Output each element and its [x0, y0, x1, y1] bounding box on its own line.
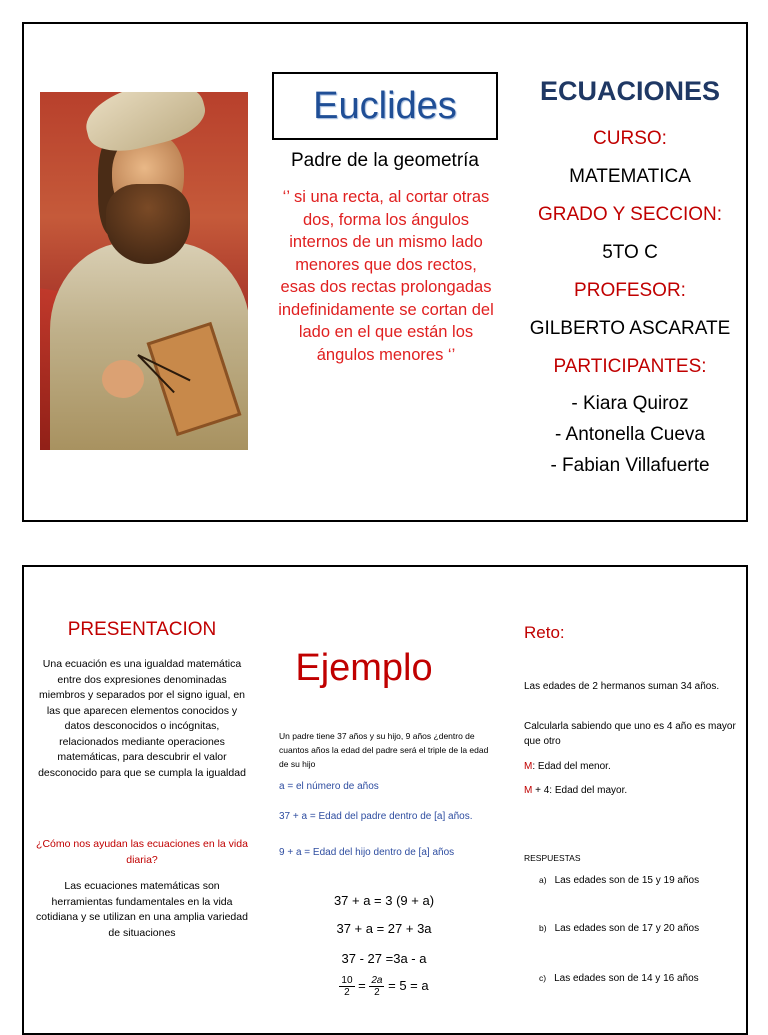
participant-item: - Fabian Villafuerte [550, 455, 710, 476]
fraction-2-denominator: 2 [374, 987, 380, 998]
reto-var-menor [524, 759, 739, 774]
answer-option-label: a) [539, 875, 547, 885]
fraction-2-numerator: 2a [371, 975, 383, 986]
answer-option-text: Las edades son de 17 y 20 años [554, 923, 700, 934]
cover-title: ECUACIONES [539, 76, 721, 106]
content-panel [22, 565, 748, 1035]
curso-value: MATEMATICA [569, 166, 691, 187]
fraction-2 [369, 975, 384, 998]
answer-option-text: Las edades son de 15 y 19 años [554, 875, 700, 886]
euclides-quote: ‘’ si una recta, al cortar otras dos, forma los ángulos internos de un mismo lado menores que dos rectos, esas dos rectas prolongadas indefinidamente se cortan del lado en el que están los ángulos menores ‘’ [278, 188, 494, 364]
ejemplo-problem: Un padre tiene 37 años y su hijo, 9 años ¿dentro de cuantos años la edad del padre será el triple de la edad de su hijo [279, 731, 489, 769]
answer-option [539, 875, 699, 886]
curso-label: CURSO: [593, 128, 667, 149]
var-m-1: M [524, 761, 533, 772]
answer-option-label: b) [539, 923, 547, 933]
presentacion-title: PRESENTACION [67, 619, 217, 640]
fraction-1 [339, 975, 354, 998]
cover-info [520, 72, 740, 481]
participant-item: - Antonella Cueva [555, 424, 705, 445]
grado-value: 5TO C [602, 242, 658, 263]
answer-option-text: Las edades son de 14 y 16 años [554, 973, 699, 984]
profesor-value: GILBERTO ASCARATE [529, 318, 731, 339]
participant-item: - Kiara Quiroz [571, 393, 689, 414]
ejemplo-line-3: 9 + a = Edad del hijo dentro de [a] años [279, 847, 455, 858]
ejemplo-line-1: a = el número de años [279, 781, 379, 792]
cover-panel [22, 22, 748, 522]
var-m-2-desc: + 4: Edad del mayor. [532, 785, 628, 796]
participantes-label: PARTICIPANTES: [553, 356, 707, 377]
euclid-portrait-image [40, 92, 248, 450]
equation-1: 37 + a = 3 (9 + a) [333, 893, 435, 908]
ejemplo-title: Ejemplo [295, 647, 433, 689]
euclides-subtitle: Padre de la geometría [290, 150, 479, 171]
euclides-title: Euclides [272, 72, 498, 140]
reto-var-mayor [524, 783, 739, 798]
presentacion-question: ¿Cómo nos ayudan las ecuaciones en la vida diaria? [36, 838, 248, 866]
reto-text-1: Las edades de 2 hermanos suman 34 años. [524, 681, 720, 692]
equation-3: 37 - 27 =3a - a [341, 951, 427, 966]
answer-option [539, 923, 699, 934]
var-m-1-desc: : Edad del menor. [532, 761, 611, 772]
equation-2: 37 + a = 27 + 3a [336, 921, 432, 936]
ejemplo-line-2: 37 + a = Edad del padre dentro de [a] años. [279, 811, 473, 822]
respuestas-label: RESPUESTAS [524, 853, 581, 863]
reto-title: Reto: [524, 623, 565, 642]
profesor-label: PROFESOR: [574, 280, 686, 301]
var-m-2: M [524, 785, 533, 796]
fraction-1-denominator: 2 [344, 987, 350, 998]
equation-4-tail: = 5 = a [388, 977, 429, 993]
fraction-1-numerator: 10 [341, 975, 353, 986]
answer-option [539, 973, 699, 984]
participants-list [520, 388, 740, 481]
equation-4 [284, 975, 484, 998]
reto-text-2: Calcularla sabiendo que uno es 4 año es mayor que otro [524, 721, 736, 747]
grado-label: GRADO Y SECCION: [537, 204, 723, 225]
answer-option-label: c) [539, 973, 547, 983]
equation-4-equals: = [358, 977, 366, 993]
presentacion-text: Una ecuación es una igualdad matemática entre dos expresiones denominadas miembros y separados por el signo igual, en las que aparecen elementos conocidos y datos desconocidos o incógnitas, relacionados mediante operaciones matemáticas, para descubrir el valor desconocido para que se cumpla la igualdad [38, 658, 246, 779]
presentacion-answer: Las ecuaciones matemáticas son herramientas fundamentales en la vida cotidiana y se utilizan en una amplia variedad de situaciones [36, 880, 248, 939]
